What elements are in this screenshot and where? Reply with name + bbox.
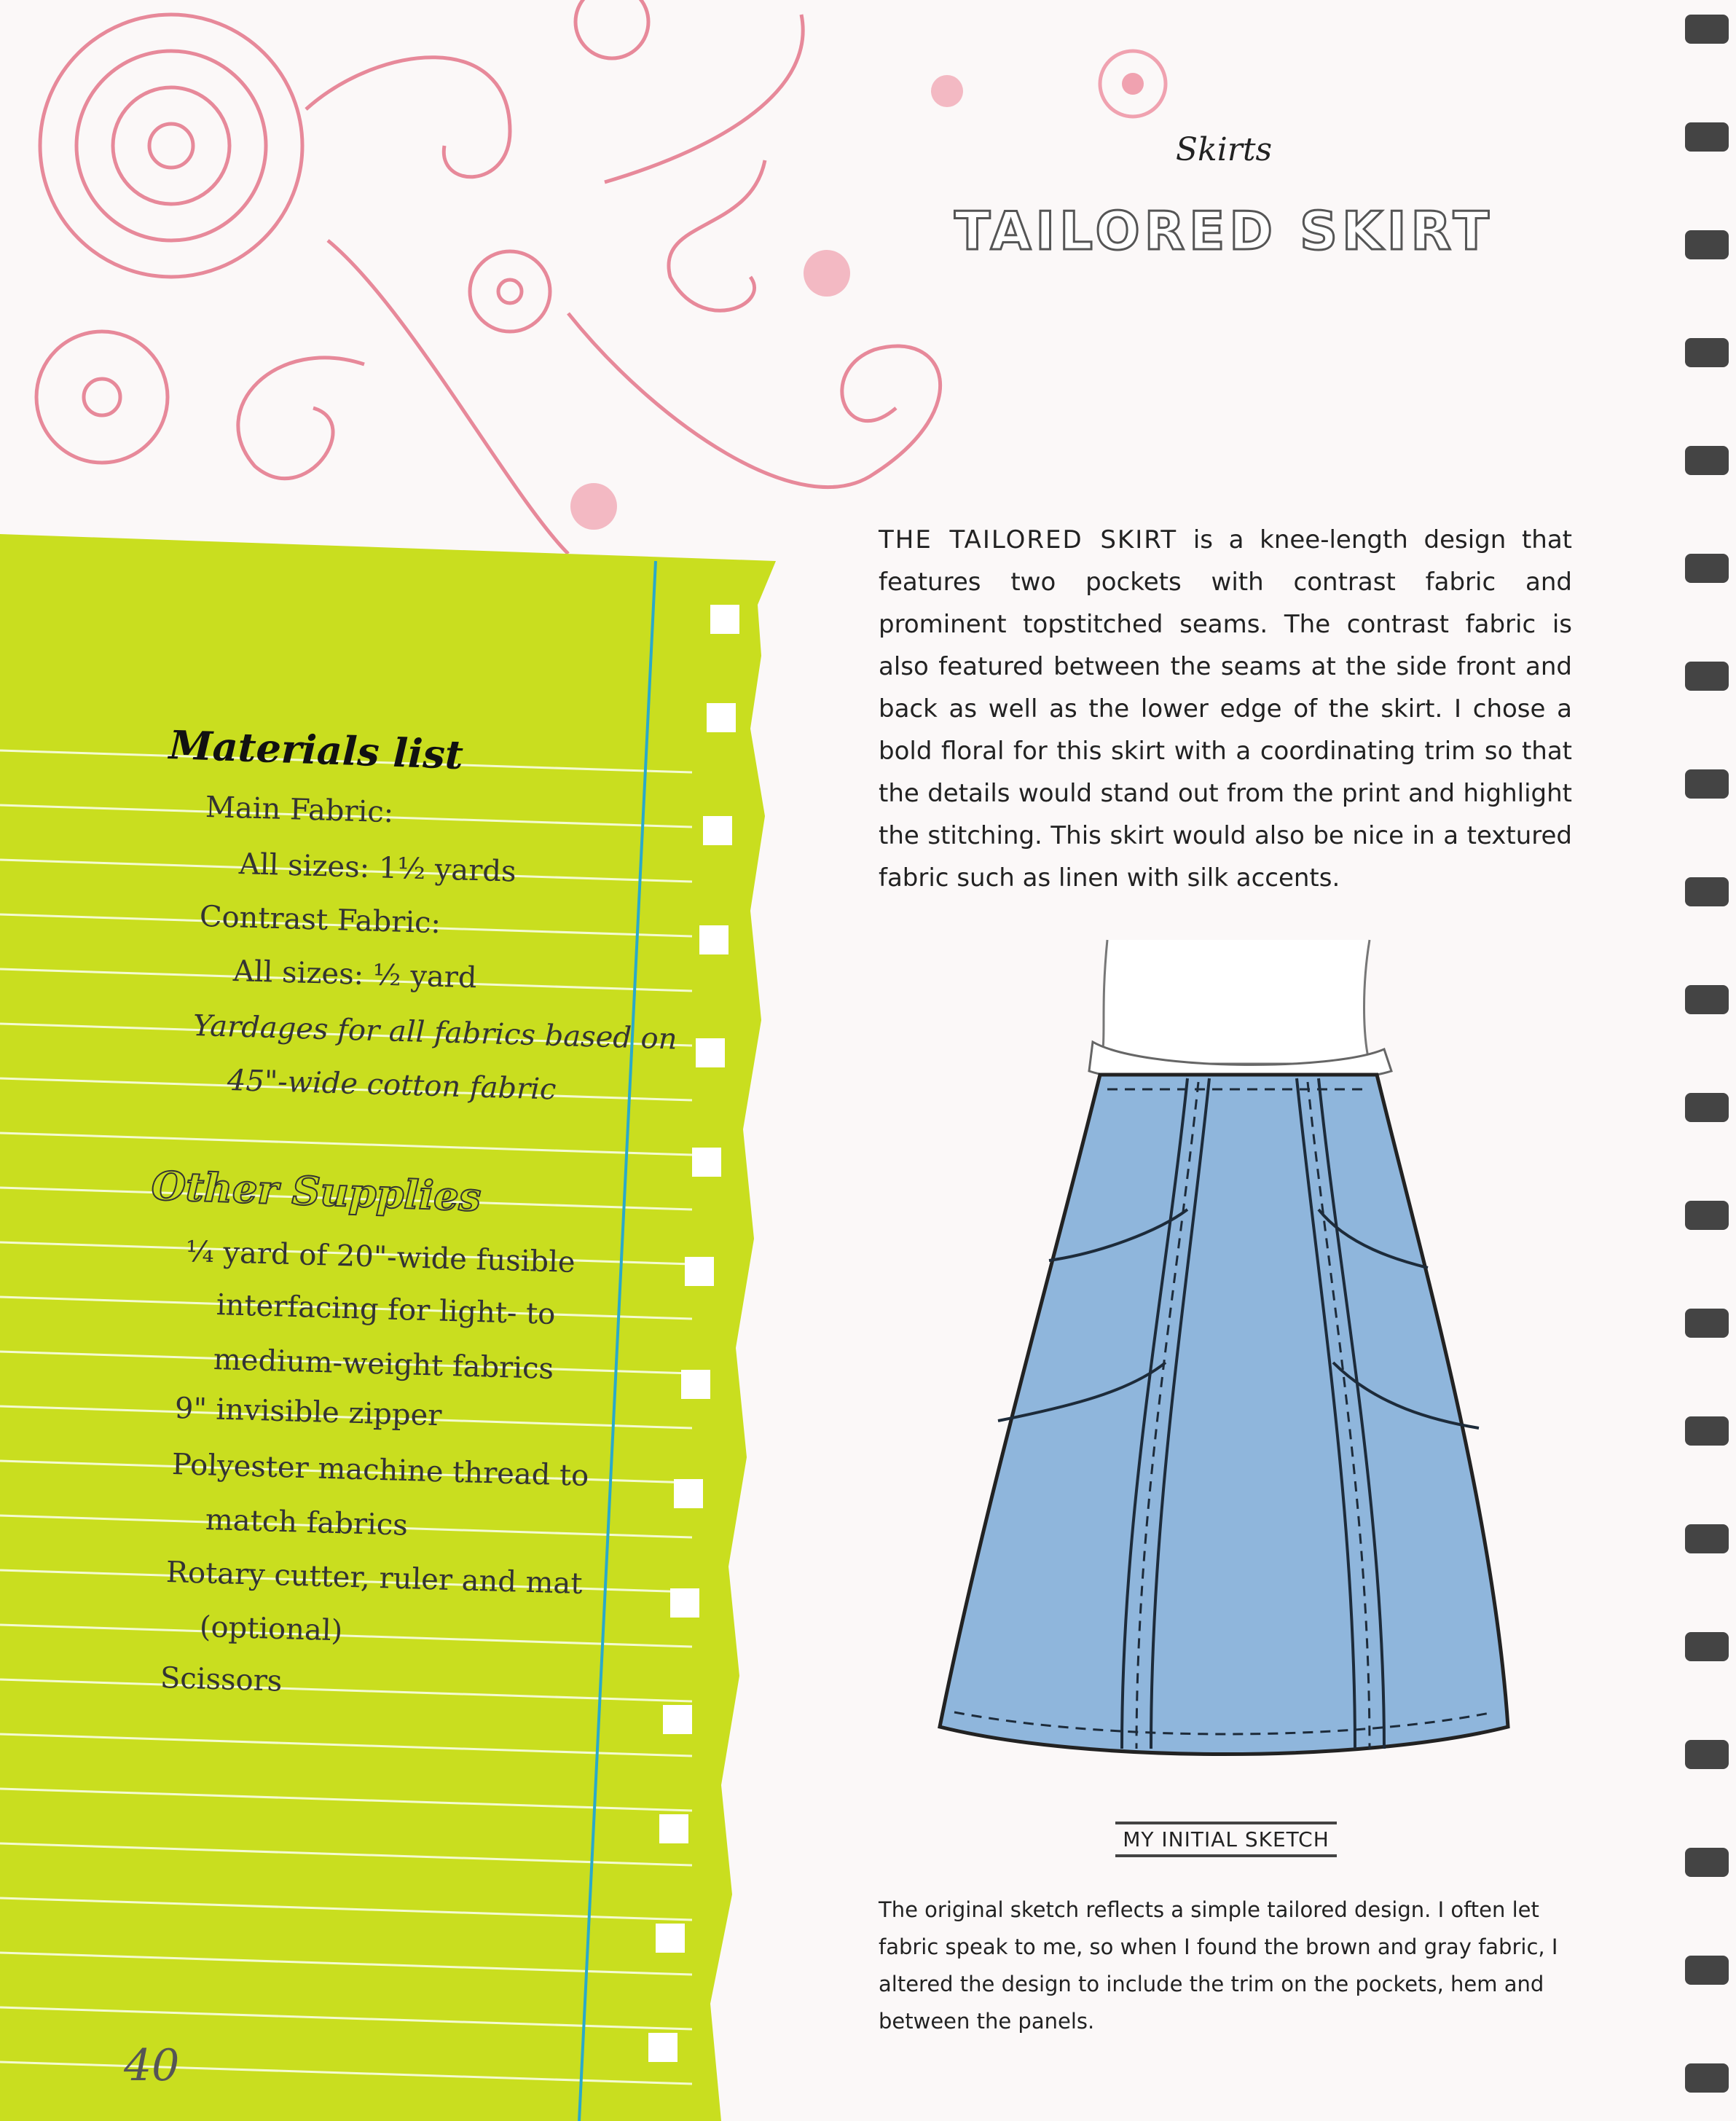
material-item: Main Fabric: xyxy=(205,791,394,830)
supply-item: interfacing for light- to xyxy=(216,1288,556,1331)
material-note: 45"-wide cotton fabric xyxy=(227,1064,557,1107)
section-label: Skirts xyxy=(1175,131,1273,168)
materials-heading: Materials list xyxy=(168,721,464,779)
supply-item: Polyester machine thread to xyxy=(171,1448,589,1493)
intro-text: is a knee-length design that features two pockets with contrast fabric and prominent topstitched seams. The contrast fabric is also featured between the seams at the side front and back as well as the lower edge of the skirt. I chose a bold floral for this skirt with a coordinating trim so that the details would stand out from the print and highlight the stitching. This skirt would also be nice in a textured fabric such as linen with silk accents. xyxy=(879,525,1572,893)
supply-item: Scissors xyxy=(160,1661,283,1698)
material-item: Contrast Fabric: xyxy=(199,900,441,941)
page-title: TAILORED SKIRT xyxy=(954,200,1493,262)
supplies-heading: Other Supplies xyxy=(150,1162,482,1220)
supply-item: medium-weight fabrics xyxy=(213,1343,554,1387)
supply-item: (optional) xyxy=(199,1610,343,1648)
notebook-paper xyxy=(0,0,801,2121)
page-number: 40 xyxy=(124,2040,180,2091)
sketch-caption: MY INITIAL SKETCH xyxy=(1115,1822,1337,1857)
supply-item: Rotary cutter, ruler and mat xyxy=(165,1556,584,1601)
material-note: Yardages for all fabrics based on xyxy=(192,1009,678,1056)
intro-lead: THE TAILORED SKIRT xyxy=(879,525,1178,554)
sketch-note: The original sketch reflects a simple tailored design. I often let fabric speak to me, so when I found the brown and gray fabric, I altered the design to include the trim on the pockets, hem and between the panels. xyxy=(879,1897,1558,2034)
supply-item: ¼ yard of 20"-wide fusible xyxy=(185,1235,576,1279)
small-flower-icon xyxy=(1093,44,1180,131)
skirt-sketch xyxy=(925,925,1523,1785)
intro-paragraph xyxy=(879,519,1572,899)
supply-item: 9" invisible zipper xyxy=(174,1392,442,1433)
material-item: All sizes: 1½ yards xyxy=(238,847,517,889)
supply-item: match fabrics xyxy=(205,1503,409,1542)
spiral-binding xyxy=(1678,0,1736,2121)
material-item: All sizes: ½ yard xyxy=(232,954,478,995)
